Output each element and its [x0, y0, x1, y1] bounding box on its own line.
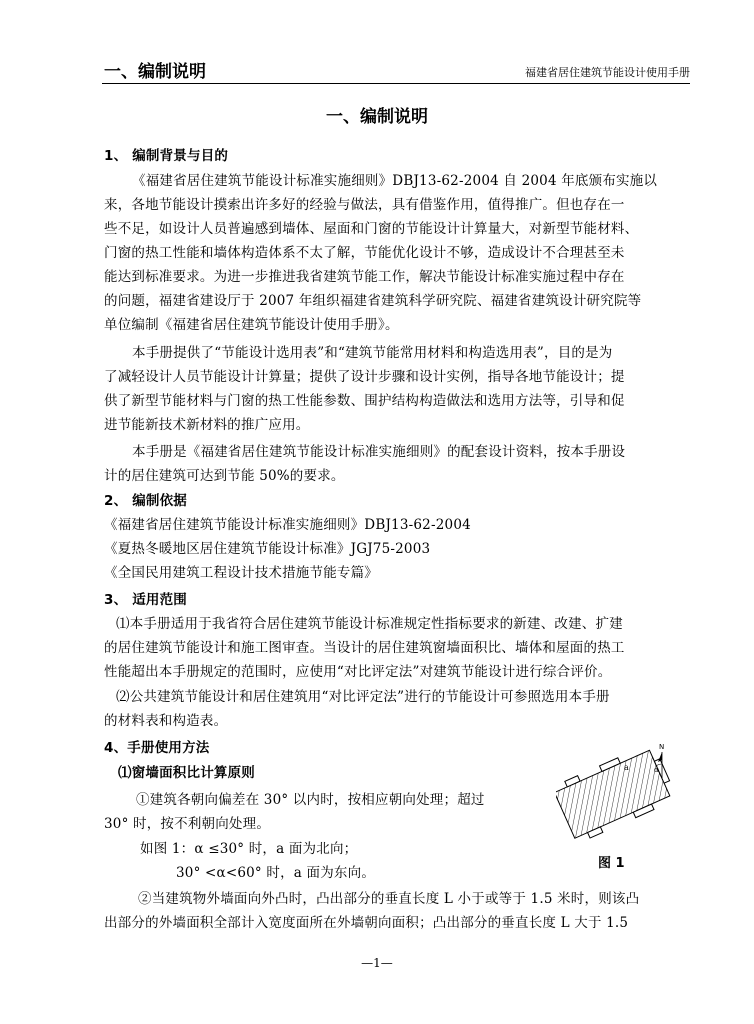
paragraph-line: ⑴本手册适用于我省符合居住建筑节能设计标准规定性指标要求的新建、改建、扩建	[116, 616, 623, 632]
paragraph-line: 来，各地节能设计摸索出许多好的经验与做法，具有借鉴作用，值得推广。但也存在一	[104, 197, 625, 213]
paragraph-line: 如图 1：α ≤30° 时，a 面为北向；	[140, 841, 358, 857]
paragraph-line: 供了新型节能材料与门窗的热工性能参数、围护结构构造做法和选用方法等，引导和促	[104, 393, 625, 409]
paragraph-line: 进节能新技术新材料的推广应用。	[104, 417, 310, 433]
header-divider	[102, 83, 690, 84]
paragraph-line: 的居住建筑节能设计和施工图审查。当设计的居住建筑窗墙面积比、墙体和屋面的热工	[104, 640, 625, 656]
page-title: 一、编制说明	[326, 107, 428, 127]
paragraph-line: 计的居住建筑可达到节能 50%的要求。	[104, 468, 345, 484]
paragraph-line: 单位编制《福建省居住建筑节能设计使用手册》。	[104, 317, 399, 333]
paragraph-line: 性能超出本手册规定的范围时，应使用“对比评定法”对建筑节能设计进行综合评价。	[104, 664, 612, 680]
reference-item: 《夏热冬暖地区居住建筑节能设计标准》JGJ75-2003	[104, 541, 431, 557]
paragraph-line: 30° <α<60° 时，a 面为东向。	[176, 865, 376, 881]
paragraph-line: 本手册提供了“节能设计选用表”和“建筑节能常用材料和构造选用表”，目的是为	[132, 345, 613, 361]
paragraph-line: 的材料表和构造表。	[104, 713, 228, 729]
section-heading-1: 1、 编制背景与目的	[104, 148, 229, 164]
section-heading-3: 3、 适用范围	[104, 592, 187, 608]
paragraph-line: 些不足，如设计人员普遍感到墙体、屋面和门窗的节能设计计算量大，对新型节能材料、	[104, 221, 639, 237]
section-heading-4: 4、手册使用方法	[104, 740, 210, 756]
paragraph-line: 30° 时，按不利朝向处理。	[104, 816, 271, 832]
paragraph-line: 的问题，福建省建设厅于 2007 年组织福建省建筑科学研究院、福建省建筑设计研究院等	[104, 293, 642, 309]
paragraph-line: 《福建省居住建筑节能设计标准实施细则》DBJ13-62-2004 自 2004 年底颁布实施以	[132, 173, 658, 189]
paragraph-line: ⑵公共建筑节能设计和居住建筑用“对比评定法”进行的节能设计可参照选用本手册	[116, 689, 610, 705]
header-book-title: 福建省居住建筑节能设计使用手册	[525, 66, 690, 79]
angle-label: α	[654, 766, 659, 774]
figure-1-building-orientation	[556, 740, 686, 848]
paragraph-line: 本手册是《福建省居住建筑节能设计标准实施细则》的配套设计资料，按本手册设	[132, 444, 626, 460]
reference-item: 《全国民用建筑工程设计技术措施节能专篇》	[104, 565, 378, 581]
paragraph-line: 能达到标准要求。为进一步推进我省建筑节能工作，解决节能设计标准实施过程中存在	[104, 269, 625, 285]
paragraph-line: ②当建筑物外墙面向外凸时，凸出部分的垂直长度 L 小于或等于 1.5 米时，则该凸	[138, 891, 640, 907]
north-label: N	[659, 743, 665, 751]
header-section-title: 一、编制说明	[104, 62, 206, 82]
figure-caption: 图 1	[598, 856, 625, 871]
paragraph-line: 出部分的外墙面积全部计入宽度面所在外墙朝向面积；凸出部分的垂直长度 L 大于 1.5	[104, 915, 629, 931]
paragraph-line: ①建筑各朝向偏差在 30° 以内时，按相应朝向处理；超过	[136, 792, 485, 808]
page-number: —1—	[361, 956, 393, 970]
subsection-heading: ⑴窗墙面积比计算原则	[118, 765, 255, 781]
building-plan-shape	[556, 742, 678, 843]
paragraph-line: 门窗的热工性能和墙体构造体系不太了解，节能优化设计不够，造成设计不合理甚至未	[104, 245, 625, 261]
section-heading-2: 2、 编制依据	[104, 493, 187, 509]
face-label: a	[624, 763, 629, 772]
reference-item: 《福建省居住建筑节能设计标准实施细则》DBJ13-62-2004	[104, 517, 471, 533]
paragraph-line: 了减轻设计人员节能设计计算量；提供了设计步骤和设计实例，指导各地节能设计；提	[104, 369, 625, 385]
